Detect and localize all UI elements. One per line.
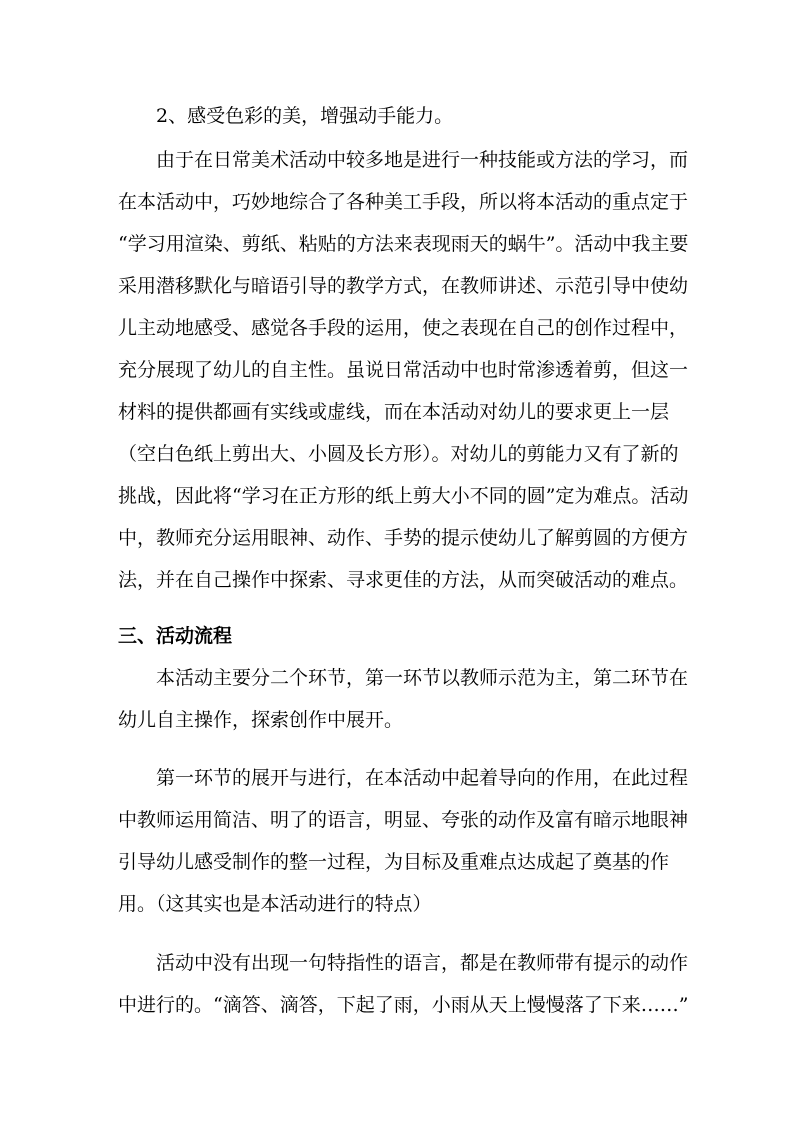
- paragraph-line: 儿主动地感受、感觉各手段的运用，使之表现在自己的创作过程中，: [118, 317, 689, 339]
- paragraph-line: 用。（这其实也是本活动进行的特点）: [118, 893, 432, 915]
- paragraph-line: “学习用渲染、剪纸、粘贴的方法来表现雨天的蜗牛”。活动中我主要: [118, 233, 689, 255]
- paragraph-line: 本活动主要分二个环节，第一环节以教师示范为主，第二环节在: [156, 667, 689, 689]
- section-heading: 三、活动流程: [118, 625, 233, 647]
- paragraph-line: 充分展现了幼儿的自主性。虽说日常活动中也时常渗透着剪，但这一: [118, 359, 689, 381]
- paragraph-line: 幼儿自主操作，探索创作中展开。: [118, 709, 404, 731]
- paragraph-line: 材料的提供都画有实线或虚线，而在本活动对幼儿的要求更上一层: [118, 401, 670, 423]
- paragraph-line: 中进行的。“滴答、滴答，下起了雨，小雨从天上慢慢落了下来……”: [118, 994, 689, 1016]
- paragraph-line: 挑战，因此将“学习在正方形的纸上剪大小不同的圆”定为难点。活动: [118, 485, 689, 507]
- paragraph-line: 在本活动中，巧妙地综合了各种美工手段，所以将本活动的重点定于: [118, 191, 689, 213]
- paragraph-line: 中，教师充分运用眼神、动作、手势的提示使幼儿了解剪圆的方便方: [118, 527, 689, 549]
- paragraph-line: 采用潜移默化与暗语引导的教学方式，在教师讲述、示范引导中使幼: [118, 275, 689, 297]
- paragraph-line: 第一环节的展开与进行，在本活动中起着导向的作用，在此过程: [156, 767, 689, 789]
- paragraph-line: 法，并在自己操作中探索、寻求更佳的方法，从而突破活动的难点。: [118, 569, 689, 591]
- paragraph-line: 中教师运用简洁、明了的语言，明显、夸张的动作及富有暗示地眼神: [118, 809, 689, 831]
- list-item-2: 2、感受色彩的美，增强动手能力。: [156, 105, 454, 127]
- paragraph-line: 由于在日常美术活动中较多地是进行一种技能或方法的学习，而: [156, 149, 689, 171]
- paragraph-line: 引导幼儿感受制作的整一过程，为目标及重难点达成起了奠基的作: [118, 851, 670, 873]
- paragraph-line: 活动中没有出现一句特指性的语言，都是在教师带有提示的动作: [156, 952, 689, 974]
- paragraph-line: （空白色纸上剪出大、小圆及长方形）。对幼儿的剪能力又有了新的: [118, 443, 679, 465]
